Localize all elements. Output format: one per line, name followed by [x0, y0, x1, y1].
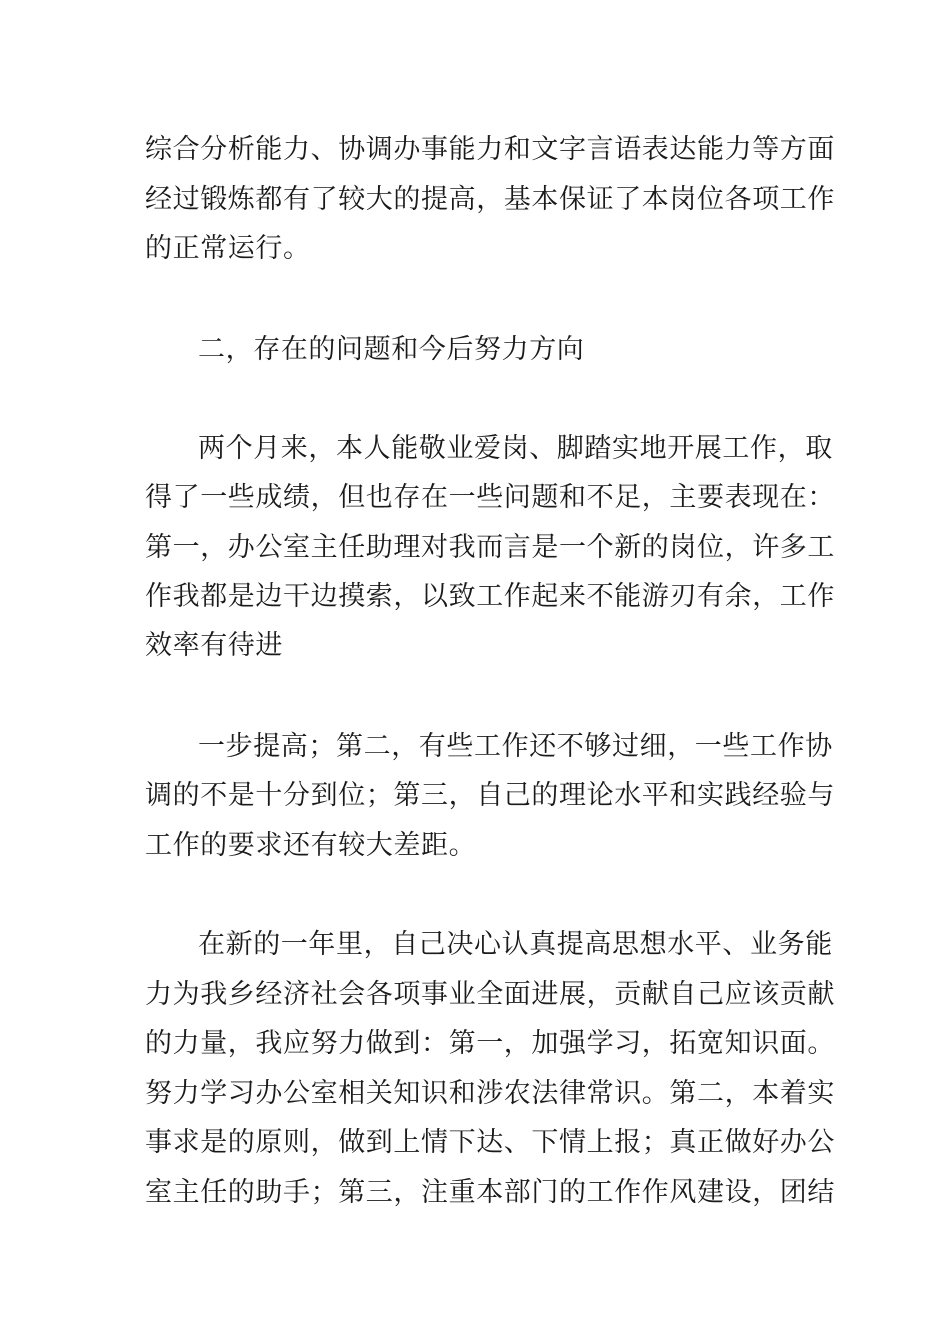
paragraph-line: 事求是的原则，做到上情下达、下情上报；真正做好办公	[145, 1127, 835, 1158]
paragraph-line: 第一，办公室主任助理对我而言是一个新的岗位，许多工	[145, 532, 835, 563]
paragraph-line: 的力量，我应努力做到：第一，加强学习，拓宽知识面。	[145, 1028, 835, 1059]
paragraph-line: 综合分析能力、协调办事能力和文字言语表达能力等方面	[145, 134, 835, 165]
paragraph-line: 经过锻炼都有了较大的提高，基本保证了本岗位各项工作	[145, 184, 835, 215]
paragraph-line: 的正常运行。	[145, 233, 311, 264]
paragraph-line: 得了一些成绩，但也存在一些问题和不足，主要表现在：	[145, 482, 835, 513]
paragraph-line: 在新的一年里，自己决心认真提高思想水平、业务能	[198, 929, 833, 960]
paragraph-line: 一步提高；第二，有些工作还不够过细，一些工作协	[198, 731, 833, 762]
paragraph-line: 调的不是十分到位；第三，自己的理论水平和实践经验与	[145, 780, 835, 811]
paragraph-line: 效率有待进	[145, 630, 283, 661]
paragraph-line: 工作的要求还有较大差距。	[145, 830, 477, 861]
paragraph-line: 力为我乡经济社会各项事业全面进展，贡献自己应该贡献	[145, 979, 835, 1010]
paragraph-line: 两个月来，本人能敬业爱岗、脚踏实地开展工作，取	[198, 433, 833, 464]
paragraph-line: 作我都是边干边摸索，以致工作起来不能游刃有余，工作	[145, 581, 835, 612]
paragraph-line: 室主任的助手；第三，注重本部门的工作作风建设，团结	[145, 1177, 835, 1208]
paragraph-line: 努力学习办公室相关知识和涉农法律常识。第二，本着实	[145, 1078, 835, 1109]
section-heading: 二，存在的问题和今后努力方向	[198, 334, 585, 365]
